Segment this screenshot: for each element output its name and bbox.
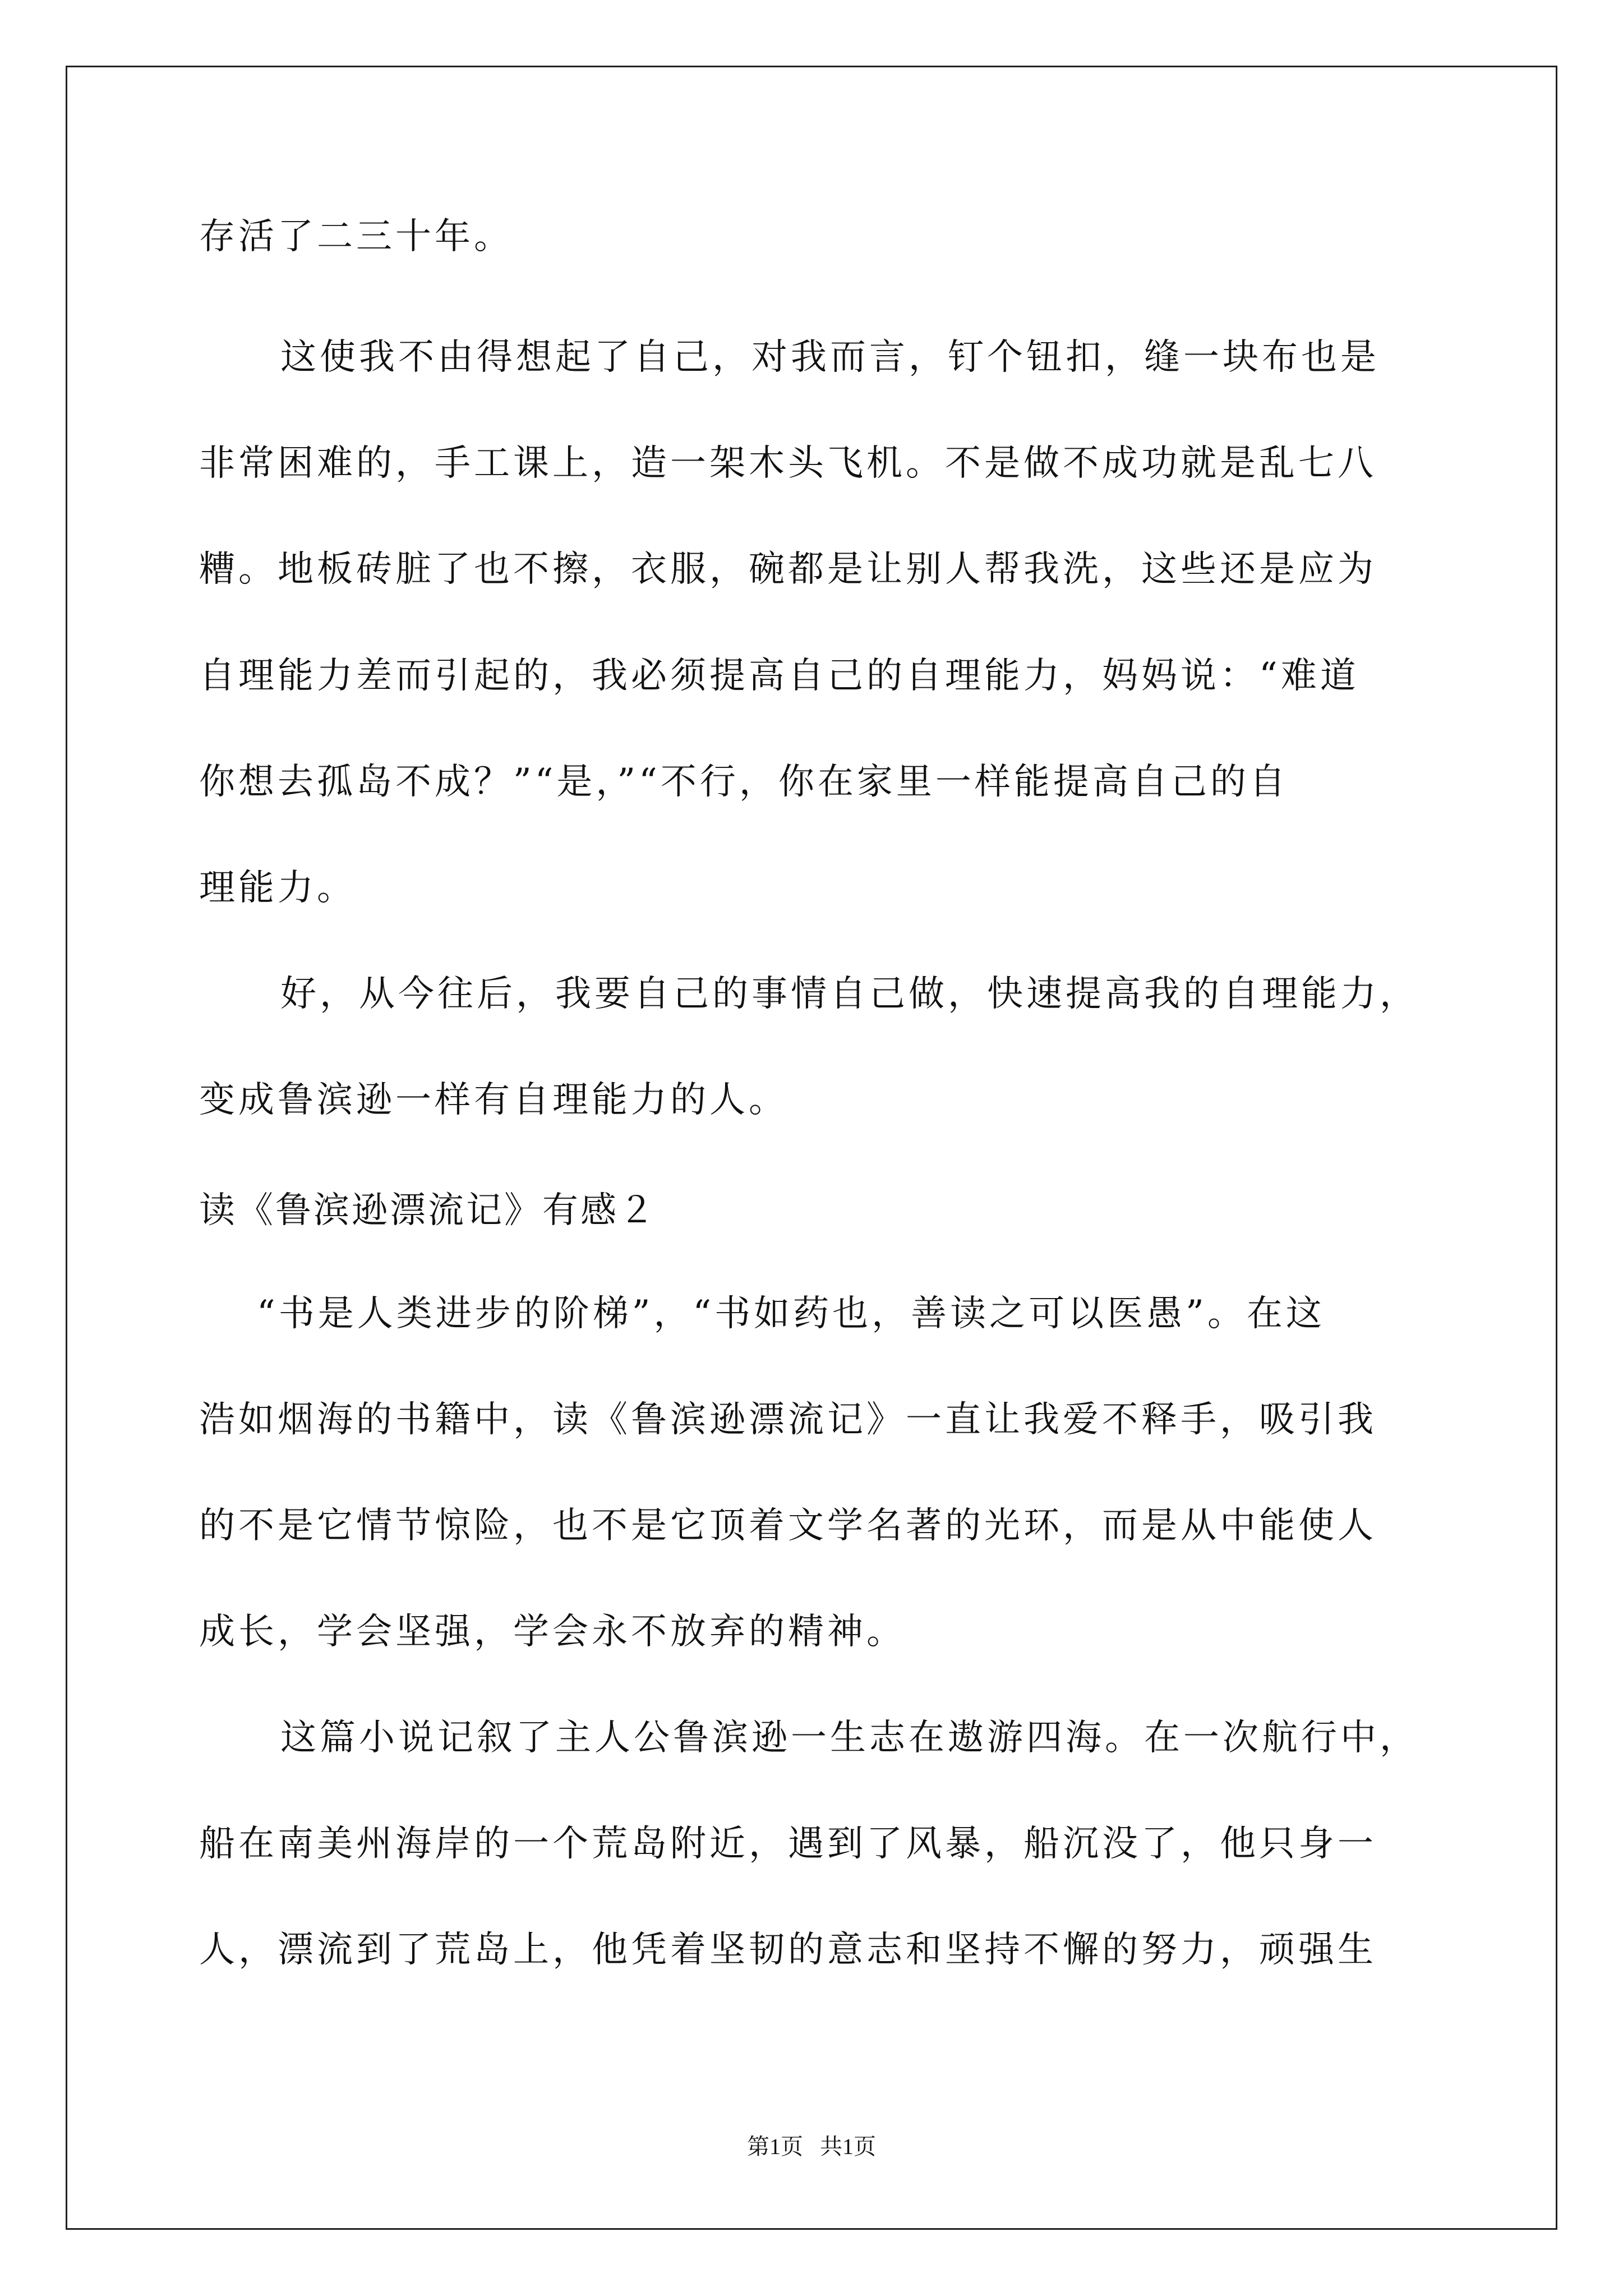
page-border [66,66,1557,2230]
body-line: 船在南美州海岸的一个荒岛附近，遇到了风暴，船沉没了，他只身一 [199,1823,1377,1865]
body-line: 人，漂流到了荒岛上，他凭着坚韧的意志和坚持不懈的努力，顽强生 [199,1929,1377,1971]
body-line: “书是人类进步的阶梯”，“书如药也，善读之可以医愚”。在这 [257,1293,1325,1335]
body-line: 的不是它情节惊险，也不是它顶着文学名著的光环，而是从中能使人 [199,1505,1377,1547]
body-line: 糟。地板砖脏了也不擦，衣服，碗都是让别人帮我洗，这些还是应为 [199,549,1377,590]
body-line: 自理能力差而引起的，我必须提高自己的自理能力，妈妈说：“难道 [199,655,1359,697]
body-line: 变成鲁滨逊一样有自理能力的人。 [199,1079,788,1121]
body-line: 理能力。 [199,867,356,909]
body-line: 你想去孤岛不成？”“是，”“不行，你在家里一样能提高自己的自 [199,761,1289,803]
body-line: 成长，学会坚强，学会永不放弃的精神。 [199,1611,906,1653]
body-line: 这篇小说记叙了主人公鲁滨逊一生志在遨游四海。在一次航行中， [280,1717,1419,1759]
body-line: 浩如烟海的书籍中，读《鲁滨逊漂流记》一直让我爱不释手，吸引我 [199,1399,1377,1441]
body-line: 好，从今往后，我要自己的事情自己做，快速提高我的自理能力， [280,973,1419,1015]
body-line: 存活了二三十年。 [199,216,513,257]
body-line: 非常困难的，手工课上，造一架木头飞机。不是做不成功就是乱七八 [199,443,1377,484]
section-heading: 读《鲁滨逊漂流记》有感２ [199,1190,657,1231]
page-footer: 第1页 共1页 [747,2134,876,2159]
body-line: 这使我不由得想起了自己，对我而言，钉个钮扣，缝一块布也是 [280,337,1380,378]
